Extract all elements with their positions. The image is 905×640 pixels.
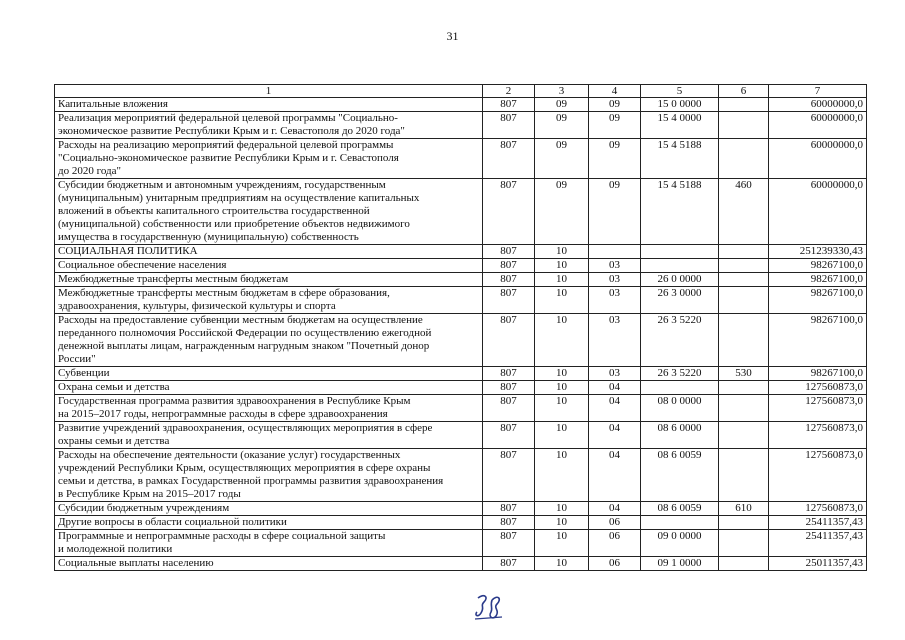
- row-amount: 98267100,0: [769, 367, 867, 381]
- table-row: [55, 139, 867, 179]
- row-ministry-code: 807: [483, 449, 535, 502]
- row-amount: 60000000,0: [769, 98, 867, 112]
- row-subsection-code: 03: [589, 367, 641, 381]
- row-expense-type: 530: [719, 367, 769, 381]
- row-target-article: 08 6 0059: [641, 449, 719, 502]
- row-expense-type: [719, 449, 769, 502]
- row-target-article: [641, 259, 719, 273]
- row-target-article: 15 4 5188: [641, 139, 719, 179]
- table-row: [55, 273, 867, 287]
- row-ministry-code: 807: [483, 245, 535, 259]
- row-target-article: [641, 245, 719, 259]
- row-section-code: 10: [535, 259, 589, 273]
- row-ministry-code: 807: [483, 179, 535, 245]
- row-section-code: 10: [535, 502, 589, 516]
- row-subsection-code: 09: [589, 112, 641, 139]
- row-amount: 127560873,0: [769, 381, 867, 395]
- row-subsection-code: 06: [589, 557, 641, 571]
- row-amount: 25411357,43: [769, 516, 867, 530]
- row-section-code: 09: [535, 98, 589, 112]
- table-row: [55, 112, 867, 139]
- row-subsection-code: 04: [589, 449, 641, 502]
- handwritten-page-mark: [472, 592, 506, 622]
- row-expense-type: [719, 516, 769, 530]
- row-target-article: 08 6 0059: [641, 502, 719, 516]
- row-ministry-code: 807: [483, 98, 535, 112]
- row-section-code: 10: [535, 314, 589, 367]
- table-row: [55, 179, 867, 245]
- row-target-article: 09 0 0000: [641, 530, 719, 557]
- row-amount: 127560873,0: [769, 395, 867, 422]
- row-name: Развитие учреждений здравоохранения, осуществляющих мероприятия в сфере охраны семьи и детства: [55, 422, 483, 449]
- row-amount: 60000000,0: [769, 112, 867, 139]
- row-ministry-code: 807: [483, 516, 535, 530]
- row-expense-type: [719, 245, 769, 259]
- row-section-code: 10: [535, 287, 589, 314]
- row-name: Субсидии бюджетным и автономным учреждениям, государственным (муниципальным) унитарным предприятиям на осуществление капитальных вложений в объекты капитального строительства государственной (муниципальной) собственности или приобретение объектов недвижимого имущества в государственную (муниципальную) собственность: [55, 179, 483, 245]
- table-row: [55, 516, 867, 530]
- table-row: [55, 367, 867, 381]
- row-section-code: 10: [535, 395, 589, 422]
- row-amount: 25411357,43: [769, 530, 867, 557]
- col-header-subsection: 4: [589, 85, 641, 98]
- row-ministry-code: 807: [483, 557, 535, 571]
- row-name: Расходы на обеспечение деятельности (оказание услуг) государственных учреждений Республики Крым, осуществляющих мероприятия в сфере охраны семьи и детства, в рамках Государственной программы развития здравоохранения в Республике Крым на 2015–2017 годы: [55, 449, 483, 502]
- row-expense-type: [719, 112, 769, 139]
- table-row: [55, 502, 867, 516]
- row-subsection-code: 06: [589, 530, 641, 557]
- row-name: Программные и непрограммные расходы в сфере социальной защиты и молодежной политики: [55, 530, 483, 557]
- row-target-article: 15 4 0000: [641, 112, 719, 139]
- row-section-code: 10: [535, 516, 589, 530]
- row-target-article: 09 1 0000: [641, 557, 719, 571]
- row-expense-type: [719, 314, 769, 367]
- row-amount: 251239330,43: [769, 245, 867, 259]
- row-expense-type: [719, 287, 769, 314]
- row-target-article: 15 4 5188: [641, 179, 719, 245]
- table-row: [55, 98, 867, 112]
- row-amount: 98267100,0: [769, 287, 867, 314]
- col-header-section: 3: [535, 85, 589, 98]
- table-row: [55, 259, 867, 273]
- row-ministry-code: 807: [483, 367, 535, 381]
- row-subsection-code: 06: [589, 516, 641, 530]
- row-section-code: 10: [535, 422, 589, 449]
- row-expense-type: [719, 557, 769, 571]
- budget-table: [54, 84, 867, 571]
- row-name: Капитальные вложения: [55, 98, 483, 112]
- row-expense-type: [719, 273, 769, 287]
- row-target-article: [641, 516, 719, 530]
- col-header-expense-type: 6: [719, 85, 769, 98]
- row-ministry-code: 807: [483, 287, 535, 314]
- table-row: [55, 287, 867, 314]
- row-expense-type: [719, 139, 769, 179]
- row-subsection-code: 09: [589, 98, 641, 112]
- row-expense-type: [719, 98, 769, 112]
- col-header-name: 1: [55, 85, 483, 98]
- table-row: [55, 557, 867, 571]
- col-header-ministry: 2: [483, 85, 535, 98]
- row-section-code: 09: [535, 112, 589, 139]
- row-ministry-code: 807: [483, 259, 535, 273]
- page-number: 31: [446, 29, 459, 43]
- table-row: [55, 381, 867, 395]
- row-section-code: 10: [535, 449, 589, 502]
- row-target-article: 08 6 0000: [641, 422, 719, 449]
- row-amount: 98267100,0: [769, 259, 867, 273]
- table-row: [55, 449, 867, 502]
- row-expense-type: [719, 381, 769, 395]
- row-subsection-code: 03: [589, 273, 641, 287]
- row-ministry-code: 807: [483, 422, 535, 449]
- row-expense-type: 610: [719, 502, 769, 516]
- row-target-article: 08 0 0000: [641, 395, 719, 422]
- row-section-code: 10: [535, 245, 589, 259]
- row-subsection-code: 03: [589, 314, 641, 367]
- row-subsection-code: 09: [589, 179, 641, 245]
- row-subsection-code: 04: [589, 502, 641, 516]
- row-section-code: 10: [535, 273, 589, 287]
- row-name: Субсидии бюджетным учреждениям: [55, 502, 483, 516]
- row-name: Государственная программа развития здравоохранения в Республике Крым на 2015–2017 годы, непрограммные расходы в сфере здравоохранения: [55, 395, 483, 422]
- row-target-article: 26 3 5220: [641, 314, 719, 367]
- header-row: [55, 85, 867, 98]
- row-section-code: 10: [535, 557, 589, 571]
- row-subsection-code: 04: [589, 381, 641, 395]
- row-target-article: 15 0 0000: [641, 98, 719, 112]
- row-section-code: 10: [535, 530, 589, 557]
- row-ministry-code: 807: [483, 381, 535, 395]
- col-header-target-article: 5: [641, 85, 719, 98]
- row-ministry-code: 807: [483, 502, 535, 516]
- row-expense-type: [719, 422, 769, 449]
- row-expense-type: 460: [719, 179, 769, 245]
- table-row: [55, 422, 867, 449]
- table-row: [55, 314, 867, 367]
- row-name: Межбюджетные трансферты местным бюджетам: [55, 273, 483, 287]
- row-ministry-code: 807: [483, 530, 535, 557]
- table-row: [55, 245, 867, 259]
- row-section-code: 09: [535, 139, 589, 179]
- row-amount: 127560873,0: [769, 502, 867, 516]
- row-amount: 60000000,0: [769, 139, 867, 179]
- row-target-article: [641, 381, 719, 395]
- row-expense-type: [719, 259, 769, 273]
- table-row: [55, 530, 867, 557]
- row-name: Расходы на предоставление субвенции местным бюджетам на осуществление переданного полномочия Российской Федерации по осуществлению ежегодной денежной выплаты лицам, награжденным нагрудным знаком "Почетный донор России": [55, 314, 483, 367]
- row-name: Субвенции: [55, 367, 483, 381]
- table-row: [55, 395, 867, 422]
- row-target-article: 26 3 0000: [641, 287, 719, 314]
- row-ministry-code: 807: [483, 395, 535, 422]
- row-name: Другие вопросы в области социальной политики: [55, 516, 483, 530]
- row-amount: 98267100,0: [769, 314, 867, 367]
- row-name: СОЦИАЛЬНАЯ ПОЛИТИКА: [55, 245, 483, 259]
- row-subsection-code: 03: [589, 287, 641, 314]
- row-ministry-code: 807: [483, 314, 535, 367]
- row-subsection-code: 03: [589, 259, 641, 273]
- row-amount: 127560873,0: [769, 422, 867, 449]
- row-target-article: 26 0 0000: [641, 273, 719, 287]
- row-amount: 60000000,0: [769, 179, 867, 245]
- row-amount: 127560873,0: [769, 449, 867, 502]
- row-section-code: 10: [535, 367, 589, 381]
- row-section-code: 10: [535, 381, 589, 395]
- row-expense-type: [719, 395, 769, 422]
- row-subsection-code: [589, 245, 641, 259]
- row-amount: 25011357,43: [769, 557, 867, 571]
- row-subsection-code: 09: [589, 139, 641, 179]
- row-subsection-code: 04: [589, 422, 641, 449]
- row-name: Социальное обеспечение населения: [55, 259, 483, 273]
- row-ministry-code: 807: [483, 139, 535, 179]
- row-name: Социальные выплаты населению: [55, 557, 483, 571]
- row-name: Межбюджетные трансферты местным бюджетам в сфере образования, здравоохранения, культуры, физической культуры и спорта: [55, 287, 483, 314]
- row-amount: 98267100,0: [769, 273, 867, 287]
- row-subsection-code: 04: [589, 395, 641, 422]
- row-target-article: 26 3 5220: [641, 367, 719, 381]
- row-ministry-code: 807: [483, 273, 535, 287]
- row-name: Охрана семьи и детства: [55, 381, 483, 395]
- row-ministry-code: 807: [483, 112, 535, 139]
- row-name: Реализация мероприятий федеральной целевой программы "Социально- экономическое развитие Республики Крым и г. Севастополя до 2020 года": [55, 112, 483, 139]
- row-section-code: 09: [535, 179, 589, 245]
- row-expense-type: [719, 530, 769, 557]
- row-name: Расходы на реализацию мероприятий федеральной целевой программы "Социально-экономическое развитие Республики Крым и г. Севастополя до 2020 года": [55, 139, 483, 179]
- col-header-amount: 7: [769, 85, 867, 98]
